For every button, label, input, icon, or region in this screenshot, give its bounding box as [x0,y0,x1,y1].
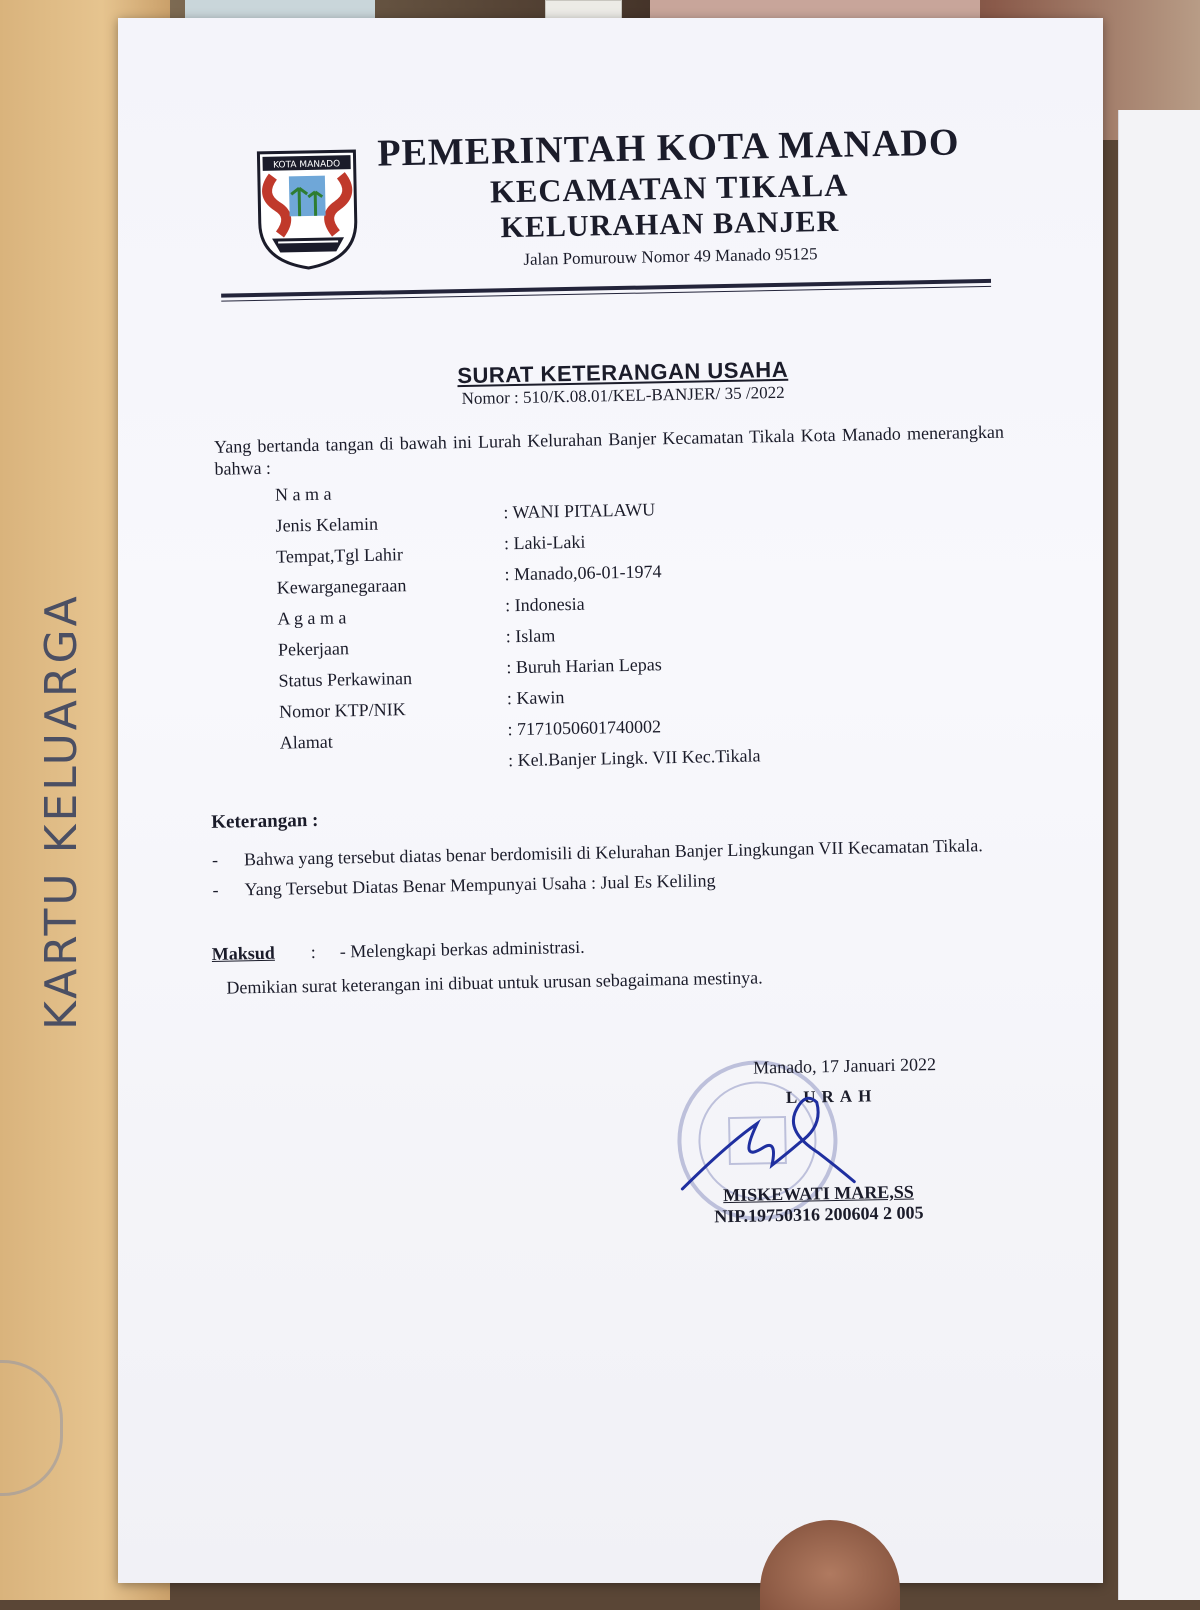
field-value: : Kel.Banjer Lingk. VII Kec.Tikala [508,745,761,771]
city-emblem-icon [248,141,366,271]
maksud-value: - Melengkapi berkas administrasi. [339,936,585,962]
field-value: : WANI PITALAWU [503,499,655,523]
closing-paragraph: Demikian surat keterangan ini dibuat untuk urusan sebagaimana mestinya. [226,967,763,998]
keterangan-item: - Yang Tersebut Diatas Benar Mempunyai Usaha : Jual Es Keliling [212,863,992,902]
gov-title: PEMERINTAH KOTA MANADO [376,121,960,175]
keterangan-list [212,833,993,908]
maksud-line [212,937,585,965]
field-value: : Indonesia [505,594,585,617]
adjacent-paper [1118,110,1200,1600]
field-value: : Kawin [507,687,565,709]
vertical-stamp-text: KARTU KELUARGA [36,593,87,1030]
field-value: : Islam [506,625,556,647]
identity-fields [274,471,980,771]
letterhead [358,121,981,273]
signer-position: LURAH [785,1086,878,1107]
letter-title-block [213,352,1034,414]
letter-content [208,120,1051,1336]
village-title: KELURAHAN BANJER [500,204,840,245]
field-value: : Buruh Harian Lepas [506,654,662,678]
keterangan-item: - Bahwa yang tersebut diatas benar berdomisili di Kelurahan Banjer Lingkungan VII Kecamatan Tikala. [212,833,992,872]
letter-number: Nomor : 510/K.08.01/KEL-BANJER/ 35 /2022 [461,382,785,409]
field-label: Nomor KTP/NIK [278,699,406,722]
handwritten-signature [666,1081,868,1205]
place-date: Manado, 17 Januari 2022 [752,1054,937,1078]
letter-paper [118,18,1103,1583]
maksud-colon: : [310,941,317,963]
signer-nip: NIP.19750316 200604 2 005 [714,1202,924,1227]
maksud-label: Maksud [211,942,275,964]
field-label: N a m a [274,483,332,505]
field-label: Kewarganegaraan [276,575,407,598]
field-label: Jenis Kelamin [275,513,379,536]
field-label: Status Perkawinan [278,668,413,691]
field-value: : 7171050601740002 [507,716,661,740]
keterangan-heading: Keterangan : [211,809,319,833]
office-address: Jalan Pomurouw Nomor 49 Manado 95125 [523,244,818,269]
field-label: A g a m a [277,607,347,629]
field-value: : Manado,06-01-1974 [504,561,661,585]
intro-paragraph: Yang bertanda tangan di bawah ini Lurah Kelurahan Banjer Kecamatan Tikala Kota Manado menerangkan bahwa : [213,421,1005,479]
field-label: Alamat [279,731,333,753]
field-value: : Laki-Laki [504,532,586,555]
district-title: KECAMATAN TIKALA [489,166,849,210]
signer-name: MISKEWATI MARE,SS [722,1181,915,1206]
letter-title: SURAT KETERANGAN USAHA [457,356,789,389]
field-label: Pekerjaan [277,638,350,660]
field-label: Tempat,Tgl Lahir [275,544,404,567]
emblem-text: KOTA MANADO [272,159,341,171]
